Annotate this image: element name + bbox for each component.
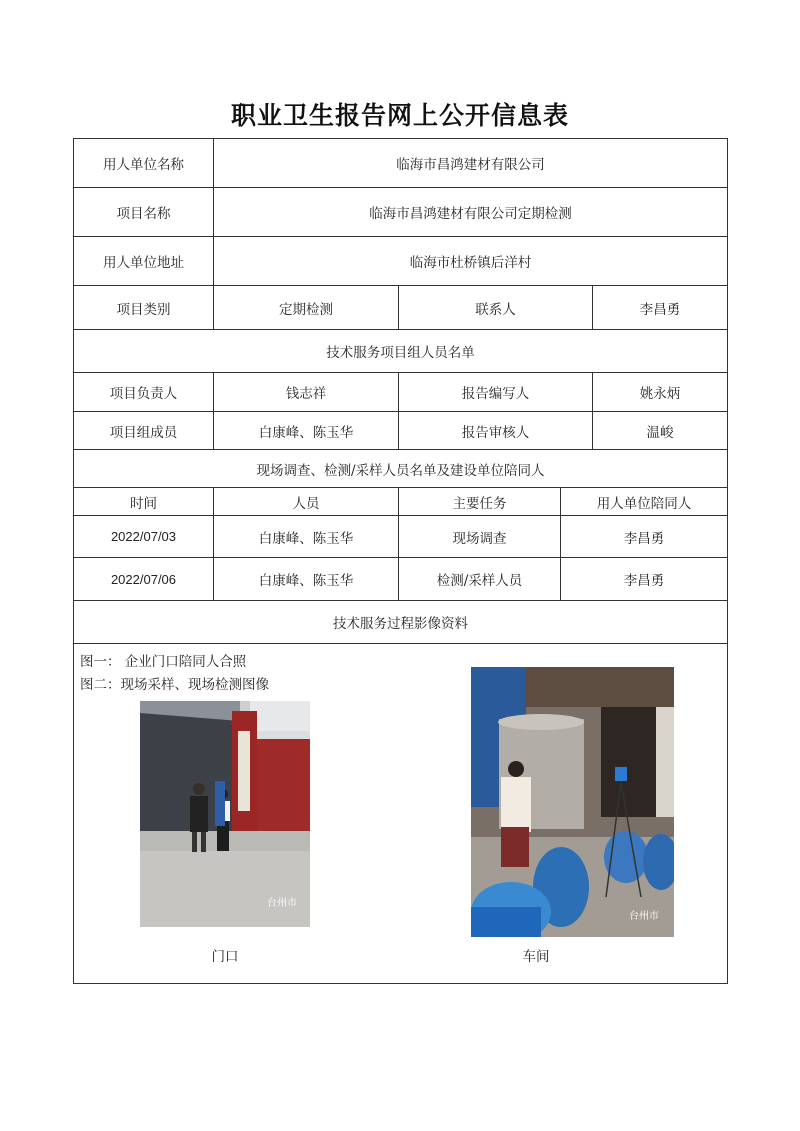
column-header: 人员 — [213, 488, 398, 515]
workshop-photo-label: 车间 — [522, 949, 550, 965]
info-table — [73, 138, 728, 984]
team-label: 项目组成员 — [109, 424, 178, 441]
team-label: 项目负责人 — [109, 386, 178, 402]
figure-caption-1: 图一： 企业门口陪同人合照 — [80, 654, 247, 670]
team-label: 报告编写人 — [398, 373, 592, 411]
media-section — [73, 643, 728, 984]
gate-photo-image — [140, 701, 310, 927]
page-title: 职业卫生报告网上公开信息表 — [230, 101, 569, 130]
visit-task: 现场调查 — [398, 516, 560, 557]
employer-address-label: 用人单位地址 — [103, 255, 184, 271]
workshop-photo-image — [471, 667, 674, 937]
team-section-heading-row — [73, 329, 728, 372]
column-header: 主要任务 — [398, 488, 560, 515]
media-section-heading-row — [73, 600, 728, 643]
column-header: 时间 — [130, 495, 157, 512]
visit-date: 2022/07/06 — [110, 571, 177, 587]
visit-personnel: 白康峰、陈玉华 — [213, 558, 398, 600]
gate-photo — [140, 701, 310, 927]
visit-section-heading-row — [73, 449, 728, 487]
team-value: 钱志祥 — [213, 373, 398, 411]
team-row — [73, 372, 728, 411]
visit-personnel: 白康峰、陈玉华 — [213, 516, 398, 557]
visit-escort: 李昌勇 — [560, 516, 727, 557]
row-project-name — [73, 187, 728, 236]
project-name-value: 临海市昌鸿建材有限公司定期检测 — [213, 188, 727, 236]
visit-row — [73, 515, 728, 557]
contact-label: 联系人 — [398, 286, 592, 329]
figure-caption-2: 图二：现场采样、现场检测图像 — [80, 677, 269, 693]
visit-header-row — [73, 487, 728, 515]
svg-text:台州市: 台州市 — [267, 898, 297, 909]
row-employer-name — [73, 138, 728, 187]
team-value: 温峻 — [592, 412, 727, 449]
contact-value: 李昌勇 — [592, 286, 727, 329]
team-section-heading: 技术服务项目组人员名单 — [326, 345, 475, 361]
workshop-photo — [471, 667, 674, 937]
visit-escort: 李昌勇 — [560, 558, 727, 600]
team-row — [73, 411, 728, 449]
visit-task: 检测/采样人员 — [398, 558, 560, 600]
row-employer-address — [73, 236, 728, 285]
row-project-type — [73, 285, 728, 329]
project-name-label: 项目名称 — [116, 206, 171, 222]
team-value: 姚永炳 — [592, 373, 727, 411]
visit-row — [73, 557, 728, 600]
team-label: 报告审核人 — [398, 412, 592, 449]
project-type-value: 定期检测 — [213, 286, 398, 329]
column-header: 用人单位陪同人 — [560, 488, 727, 515]
employer-name-label: 用人单位名称 — [103, 157, 184, 173]
team-value: 白康峰、陈玉华 — [213, 412, 398, 449]
project-type-label: 项目类别 — [116, 301, 171, 318]
employer-name-value: 临海市昌鸿建材有限公司 — [213, 139, 727, 187]
employer-address-value: 临海市杜桥镇后洋村 — [213, 237, 727, 285]
gate-photo-label: 门口 — [211, 949, 239, 965]
visit-section-heading: 现场调查、检测/采样人员名单及建设单位陪同人 — [256, 462, 545, 479]
visit-date: 2022/07/03 — [110, 529, 177, 544]
media-section-heading: 技术服务过程影像资料 — [333, 616, 468, 632]
svg-text:台州市: 台州市 — [629, 911, 659, 922]
